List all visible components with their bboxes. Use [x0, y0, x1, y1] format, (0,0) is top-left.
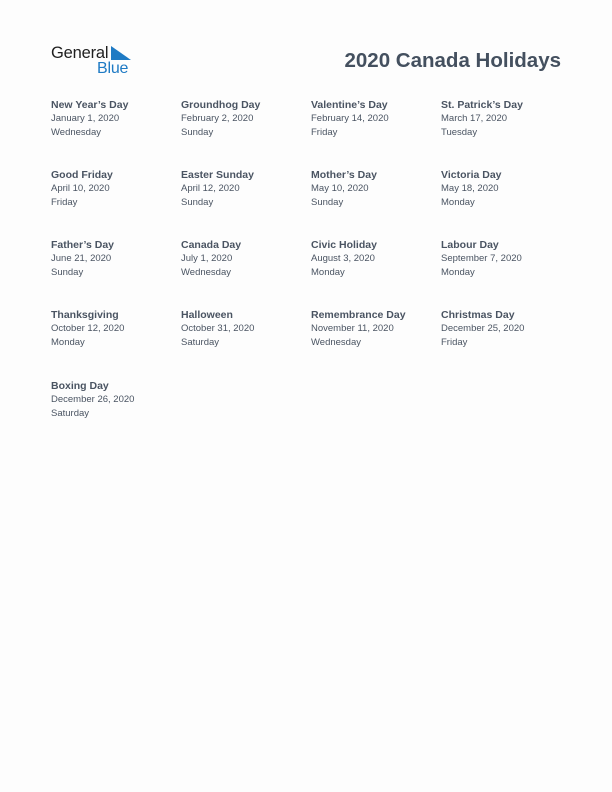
holiday-name: Good Friday: [51, 169, 113, 181]
holiday-item: [181, 98, 309, 139]
holiday-name: Mother’s Day: [311, 169, 377, 181]
logo-general-text: General: [51, 44, 109, 62]
holiday-date: August 3, 2020: [311, 253, 375, 264]
holiday-name: Civic Holiday: [311, 239, 377, 251]
holiday-name: Christmas Day: [441, 309, 515, 321]
logo-triangle-icon: [111, 46, 131, 60]
holiday-weekday: Saturday: [51, 407, 90, 419]
page-title: 2020 Canada Holidays: [344, 49, 561, 72]
holiday-item: [51, 168, 179, 209]
holiday-date: March 17, 2020: [441, 113, 508, 124]
holiday-date: April 10, 2020: [51, 183, 110, 194]
holiday-date: February 2, 2020: [181, 113, 254, 124]
holiday-weekday: Friday: [441, 336, 468, 348]
holiday-weekday: Monday: [441, 196, 475, 208]
holiday-date: June 21, 2020: [51, 253, 112, 264]
holiday-weekday: Sunday: [51, 266, 84, 278]
holiday-weekday: Wednesday: [181, 266, 231, 278]
holiday-weekday: Wednesday: [311, 336, 361, 348]
holiday-weekday: Monday: [51, 336, 85, 348]
holiday-date: December 25, 2020: [441, 323, 525, 334]
holiday-weekday: Sunday: [311, 196, 344, 208]
holiday-item: [181, 238, 309, 279]
holiday-item: [441, 168, 569, 209]
holiday-date: January 1, 2020: [51, 113, 120, 124]
holiday-date: October 12, 2020: [51, 323, 125, 334]
holiday-name: St. Patrick’s Day: [441, 99, 523, 111]
holiday-name: Labour Day: [441, 239, 499, 251]
holiday-name: Father’s Day: [51, 239, 115, 251]
logo-blue-text: Blue: [97, 60, 129, 77]
holiday-name: Remembrance Day: [311, 309, 406, 321]
holiday-weekday: Friday: [51, 196, 78, 208]
holiday-date: May 10, 2020: [311, 183, 369, 194]
holiday-item: [441, 308, 569, 349]
holiday-item: [311, 238, 439, 279]
holiday-name: Canada Day: [181, 239, 242, 251]
holiday-weekday: Friday: [311, 126, 338, 138]
holiday-item: [51, 308, 179, 349]
holiday-date: February 14, 2020: [311, 113, 389, 124]
holiday-name: Easter Sunday: [181, 169, 254, 181]
holiday-item: [51, 98, 179, 139]
holiday-name: Thanksgiving: [51, 309, 119, 321]
holiday-item: [311, 168, 439, 209]
holiday-item: [51, 238, 179, 279]
holiday-date: October 31, 2020: [181, 323, 255, 334]
holiday-item: [441, 98, 569, 139]
holiday-date: November 11, 2020: [311, 323, 394, 334]
holiday-item: [51, 379, 179, 420]
holiday-weekday: Wednesday: [51, 126, 101, 138]
holiday-item: [181, 168, 309, 209]
holiday-weekday: Sunday: [181, 126, 214, 138]
holiday-date: April 12, 2020: [181, 183, 240, 194]
holiday-weekday: Saturday: [181, 336, 220, 348]
holiday-weekday: Monday: [311, 266, 345, 278]
holiday-date: May 18, 2020: [441, 183, 499, 194]
holiday-date: September 7, 2020: [441, 253, 522, 264]
holiday-name: Valentine’s Day: [311, 99, 388, 111]
generalblue-logo: [51, 44, 135, 78]
holiday-date: December 26, 2020: [51, 394, 135, 405]
holiday-name: New Year’s Day: [51, 99, 129, 111]
holiday-item: [311, 98, 439, 139]
holiday-weekday: Tuesday: [441, 126, 478, 138]
holiday-name: Groundhog Day: [181, 99, 261, 111]
holiday-item: [181, 308, 309, 349]
holiday-name: Halloween: [181, 309, 233, 321]
holiday-date: July 1, 2020: [181, 253, 233, 264]
holiday-weekday: Monday: [441, 266, 475, 278]
holiday-item: [311, 308, 439, 349]
holiday-name: Boxing Day: [51, 380, 109, 392]
holiday-name: Victoria Day: [441, 169, 502, 181]
holiday-weekday: Sunday: [181, 196, 214, 208]
holiday-item: [441, 238, 569, 279]
